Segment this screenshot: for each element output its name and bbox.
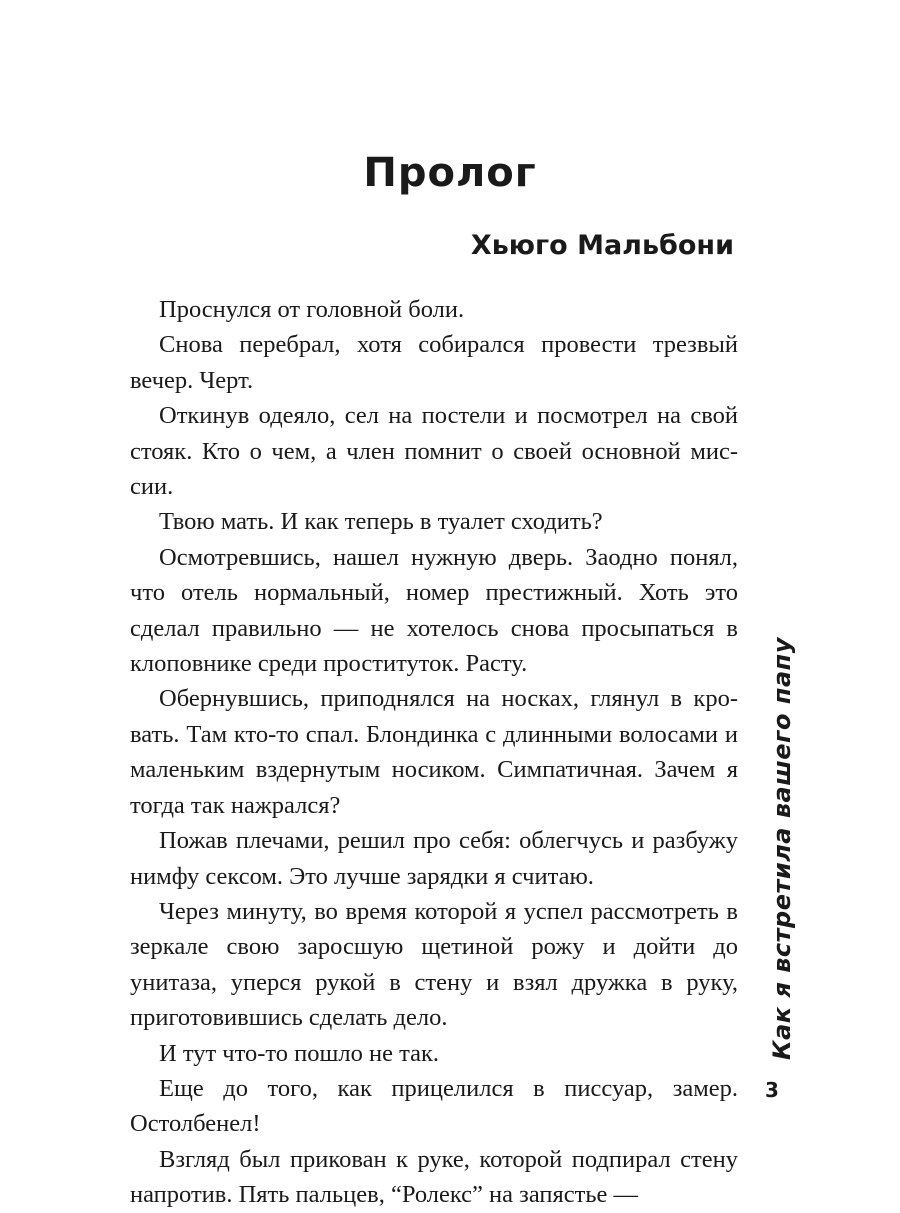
paragraph: Проснулся от головной боли. (159, 296, 465, 323)
chapter-title: Пролог (363, 150, 537, 196)
paragraph: Обернувшись, приподнялся на носках, глянул в кровать. Там кто-то спал. Блондинка с длинными волосами и маленьким вздернутым носиком. Симпатичная. Зачем я тогда так нажрался? (130, 685, 738, 819)
paragraph: Осмотревшись, нашел нужную дверь. Заодно понял, что отель нормальный, номер престижный. Хоть это сделал правильно — не хотелось снова просыпаться в клоповнике среди проституток. Расту. (130, 543, 738, 678)
paragraph: Откинув одеяло, сел на постели и посмотрел на свой стояк. Кто о чем, а член помнит о своей основной миссии. (130, 402, 738, 501)
paragraph: Твою мать. И как теперь в туалет сходить? (159, 508, 603, 536)
paragraph: Через минуту, во время которой я успел рассмотреть в зеркале свою заросшую щетиной рожу и дойти до унитаза, уперся рукой в стену и взял дружка в руку, приготовившись сделать дело. (130, 897, 738, 1032)
running-head: Как я встретила вашего папу (768, 637, 796, 1060)
paragraph: Взгляд был прикован к руке, которой подпирал стену напротив. Пять пальцев, “Ролекс” на запястье — (130, 1145, 738, 1209)
character-name: Хьюго Мальбони (470, 230, 734, 261)
paragraph: Снова перебрал, хотя собирался провести трезвый вечер. Черт. (130, 331, 738, 394)
paragraph: И тут что-то пошло не так. (159, 1039, 440, 1067)
page-number: 3 (765, 1078, 779, 1102)
paragraph: Еще до того, как прицелился в писсуар, замер. Остолбенел! (130, 1074, 738, 1138)
paragraph: Пожав плечами, решил про себя: облегчусь и разбужу нимфу сексом. Это лучше зарядки я считаю. (130, 827, 738, 890)
body-text (130, 292, 738, 1213)
